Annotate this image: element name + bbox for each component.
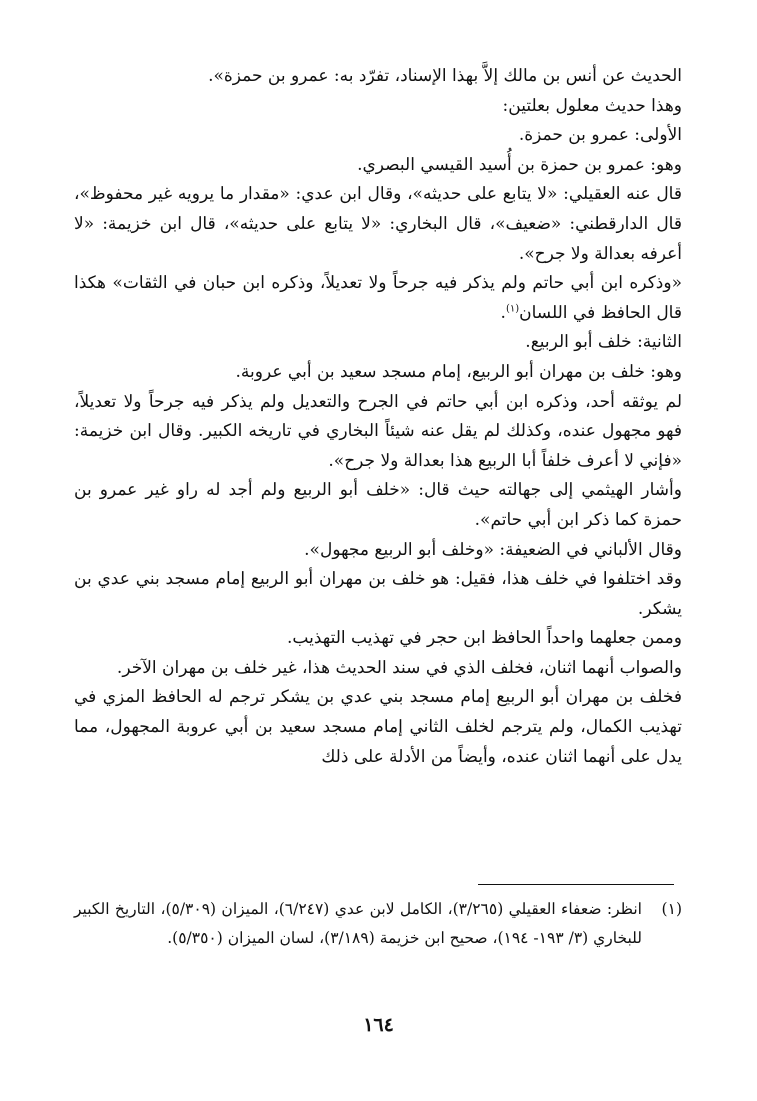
paragraph-3: الأولى: عمرو بن حمزة. <box>518 125 682 146</box>
footnote-number: (١) <box>661 900 682 918</box>
paragraph-6-text: «وذكره ابن أبي حاتم ولم يذكر فيه جرحاً ولا تعديلاً، وذكره ابن حبان في الثقات» هكذا قال الحافظ في اللسان <box>74 273 682 323</box>
footnote-text: انظر: ضعفاء العقيلي (٣/٢٦٥)، الكامل لابن عدي (٦/٢٤٧)، الميزان (٥/٣٠٩)، التاريخ الكبير للبخاري (٣/ ١٩٣- ١٩٤)، صحيح ابن خزيمة (٣/١٨٩)، لسان الميزان (٥/٣٥٠). <box>74 900 642 947</box>
paragraph-4: وهو: عمرو بن حمزة بن أُسيد القيسي البصري. <box>357 154 682 175</box>
paragraph-11: وقال الألباني في الضعيفة: «وخلف أبو الربيع مجهول». <box>304 539 682 560</box>
paragraph-13: وممن جعلهما واحداً الحافظ ابن حجر في تهذيب التهذيب. <box>287 628 682 649</box>
paragraph-6: «وذكره ابن أبي حاتم ولم يذكر فيه جرحاً ولا تعديلاً، وذكره ابن حبان في الثقات» هكذا قال الحافظ في اللسان$^{(١)}$. <box>74 273 682 323</box>
footnote-1 <box>74 895 682 953</box>
paragraph-1: الحديث عن أنس بن مالك إلاَّ بهذا الإسناد، تفرّد به: عمرو بن حمزة». <box>208 66 682 86</box>
paragraph-7: الثانية: خلف أبو الربيع. <box>525 332 682 353</box>
footnote-reference[interactable]: (١) <box>505 303 520 315</box>
main-text <box>74 62 682 772</box>
page-number: ١٦٤ <box>363 1014 394 1036</box>
paragraph-9: لم يوثقه أحد، وذكره ابن أبي حاتم في الجرح والتعديل ولم يذكر فيه جرحاً ولا تعديلاً، فهو مجهول عنده، وكذلك لم يقل عنه شيئاً البخاري في تاريخه الكبير. وقال ابن خزيمة: «فإني لا أعرف خلفاً أبا الربيع هذا بعدالة ولا جرح». <box>74 391 682 471</box>
footnote-separator <box>478 884 674 885</box>
paragraph-5: قال عنه العقيلي: «لا يتابع على حديثه»، وقال ابن عدي: «مقدار ما يرويه غير محفوظ»، قال الدارقطني: «ضعيف»، قال البخاري: «لا يتابع على حديثه»، قال ابن خزيمة: «لا أعرفه بعدالة ولا جرح». <box>74 184 682 264</box>
paragraph-14: والصواب أنهما اثنان، فخلف الذي في سند الحديث هذا، غير خلف بن مهران الآخر. <box>116 657 682 678</box>
paragraph-2: وهذا حديث معلول بعلتين: <box>502 95 682 116</box>
paragraph-15: فخلف بن مهران أبو الربيع إمام مسجد بني عدي بن يشكر ترجم له الحافظ المزي في تهذيب الكمال، ولم يترجم لخلف الثاني إمام مسجد سعيد بن أبي عروبة المجهول، مما يدل على أنهما اثنان عنده، وأيضاً من الأدلة على ذلك <box>74 687 682 767</box>
paragraph-8: وهو: خلف بن مهران أبو الربيع، إمام مسجد سعيد بن أبي عروبة. <box>235 361 682 382</box>
footnotes <box>74 895 682 953</box>
paragraph-12: وقد اختلفوا في خلف هذا، فقيل: هو خلف بن مهران أبو الربيع إمام مسجد بني عدي بن يشكر. <box>74 569 682 619</box>
paragraph-10: وأشار الهيثمي إلى جهالته حيث قال: «خلف أبو الربيع ولم أجد له راو غير عمرو بن حمزة كما ذكر ابن أبي حاتم». <box>74 480 682 530</box>
